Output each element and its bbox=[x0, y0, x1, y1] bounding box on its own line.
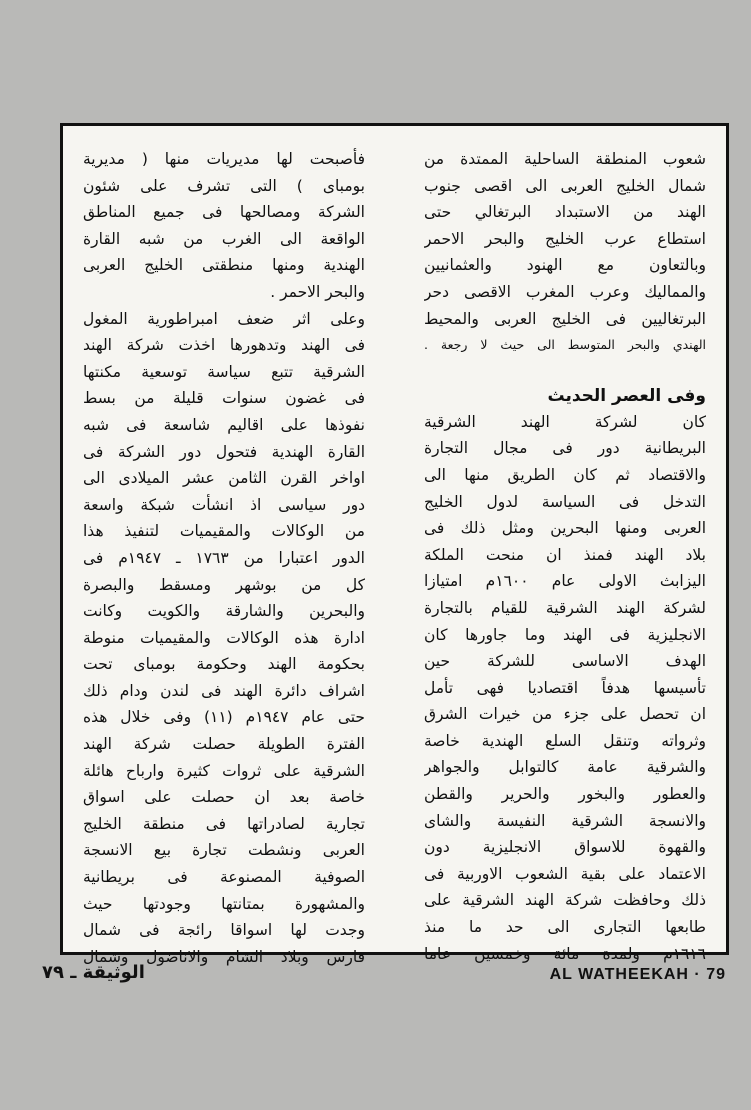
section-heading: وفى العصر الحديث bbox=[547, 385, 706, 406]
text-line: الواقعة الى الغرب من شبه القارة bbox=[83, 229, 365, 248]
text-line: كان لشركة الهند الشرقية bbox=[424, 412, 706, 431]
text-line: اشراف دائرة الهند فى لندن ودام ذلك bbox=[83, 681, 365, 700]
text-line: ان تحصل على جزء من خيرات الشرق bbox=[424, 705, 706, 724]
text-line: البرتغاليين فى الخليج العربى والمحيط bbox=[424, 309, 706, 328]
text-line: من الوكالات والمقيميات لتنفيذ هذا bbox=[83, 522, 365, 541]
text-line: الانجليزية فى الهند وما جاورها كان bbox=[424, 625, 706, 644]
footer-page-label-arabic: الوثيقة ـ ٧٩ bbox=[42, 962, 145, 983]
text-line: دور سياسى اذ انشأت شبكة واسعة bbox=[83, 495, 365, 514]
text-line: والشرقية عامة كالتوابل والجواهر bbox=[424, 758, 706, 777]
text-line: لشركة الهند الشرقية للقيام بالتجارة bbox=[424, 598, 706, 617]
text-line: الهندي والبحر المتوسط الى حيث لا رجعة . bbox=[424, 337, 706, 353]
left-column bbox=[83, 146, 365, 970]
text-line: تأسيسها هدفاً اقتصاديا فهى تأمل bbox=[424, 678, 706, 697]
text-line: فارس وبلاد الشام والاناضول وشمال bbox=[83, 947, 365, 966]
text-line: الهندية ومنها منطقتى الخليج العربى bbox=[83, 256, 365, 275]
text-line: خاصة بعد ان حصلت على اسواق bbox=[83, 788, 365, 807]
text-line: اليزابث الاولى عام ١٦٠٠م امتيازا bbox=[424, 572, 706, 591]
text-line: التدخل فى السياسة لدول الخليج bbox=[424, 492, 706, 511]
text-line: اواخر القرن الثامن عشر الميلادى الى bbox=[83, 469, 365, 488]
text-line: العربى ونشطت تجارة بيع الانسجة bbox=[83, 841, 365, 860]
text-line: طابعها التجارى الى حد ما منذ bbox=[424, 918, 706, 937]
text-line: بومباى ) التى تشرف على شئون bbox=[83, 176, 365, 195]
text-line: كل من بوشهر ومسقط والبصرة bbox=[83, 575, 365, 594]
text-line: الدور اعتبارا من ١٧٦٣ ـ ١٩٤٧م فى bbox=[83, 548, 365, 567]
text-line: وثرواته وتنقل السلع الهندية خاصة bbox=[424, 731, 706, 750]
text-line: شمال الخليج العربى الى اقصى جنوب bbox=[424, 176, 706, 195]
text-line: والمشهورة بمتانتها وجودتها حيث bbox=[83, 894, 365, 913]
article-frame bbox=[60, 123, 729, 966]
text-line: شعوب المنطقة الساحلية الممتدة من bbox=[424, 150, 706, 168]
text-line: تجارية لصادراتها فى منطقة الخليج bbox=[83, 814, 365, 833]
text-line: والانسجة الشرقية النفيسة والشاى bbox=[424, 811, 706, 830]
text-line: فى الهند وتدهورها اخذت شركة الهند bbox=[83, 336, 365, 355]
text-line: الهدف الاساسى للشركة حين bbox=[424, 652, 706, 671]
text-line: الفترة الطويلة حصلت شركة الهند bbox=[83, 735, 365, 754]
text-line: ادارة هذه الوكالات والمقيميات منوطة bbox=[83, 628, 365, 647]
text-line: بحكومة الهند وحكومة بومباى تحت bbox=[83, 655, 365, 674]
text-line: العربى ومنها البحرين ومثل ذلك فى bbox=[424, 519, 706, 538]
text-line: فى غضون سنوات قليلة من بسط bbox=[83, 389, 365, 408]
text-line: الشرقية تتبع سياسة توسعية مكنتها bbox=[83, 362, 365, 381]
text-line: الهند من الاستبداد البرتغالي حتى bbox=[424, 203, 706, 222]
text-line: فأصبحت لها مديريات منها ( مديرية bbox=[83, 150, 365, 168]
text-line: وجدت لها اسواقا رائجة فى شمال bbox=[83, 921, 365, 940]
right-column bbox=[424, 146, 706, 967]
text-line: ذلك وحافظت شركة الهند الشرقية على bbox=[424, 891, 706, 910]
text-line: حتى عام ١٩٤٧م (١١) وفى خلال هذه bbox=[83, 708, 365, 727]
text-line: بلاد الهند فمنذ ان منحت الملكة bbox=[424, 545, 706, 564]
text-line: والبحرين والشارقة والكويت وكانت bbox=[83, 602, 365, 621]
text-line: الشركة ومصالحها فى جميع المناطق bbox=[83, 203, 365, 222]
text-line: والعطور والبخور والحرير والقطن bbox=[424, 785, 706, 804]
text-line: وبالتعاون مع الهنود والعثمانيين bbox=[424, 256, 706, 275]
text-line: الاعتماد على بقية الشعوب الاوربية فى bbox=[424, 864, 706, 883]
text-line: القارة الهندية فتحول دور الشركة فى bbox=[83, 442, 365, 461]
text-line: والمماليك وعرب المغرب الاقصى دحر bbox=[424, 282, 706, 301]
text-line: والبحر الاحمر . bbox=[270, 282, 365, 301]
text-line: نفوذها على اقاليم شاسعة فى شبه bbox=[83, 415, 365, 434]
text-line: والقهوة للاسواق الانجليزية دون bbox=[424, 838, 706, 857]
text-line: الصوفية المصنوعة فى بريطانية bbox=[83, 868, 365, 887]
text-line: استطاع عرب الخليج والبحر الاحمر bbox=[424, 229, 706, 248]
text-line: البريطانية دور فى مجال التجارة bbox=[424, 439, 706, 458]
text-line: وعلى اثر ضعف امبراطورية المغول bbox=[83, 309, 365, 328]
text-line: الشرقية على ثروات كثيرة وارباح هائلة bbox=[83, 761, 365, 780]
text-line: والاقتصاد ثم كان الطريق منها الى bbox=[424, 465, 706, 484]
text-line: ١٦١٦م ولمدة مائة وخمسين عاما bbox=[424, 944, 706, 963]
footer-page-label-latin: AL WATHEEKAH · 79 bbox=[549, 966, 726, 983]
